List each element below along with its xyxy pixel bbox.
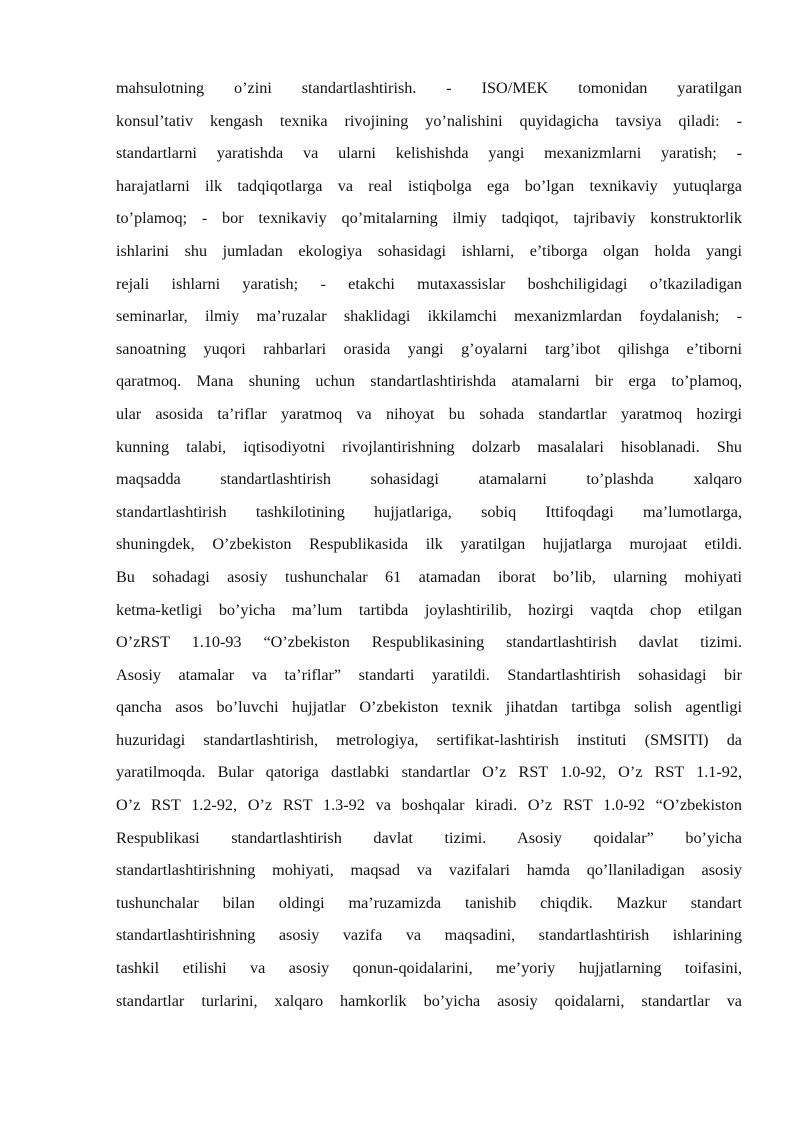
text-line: Asosiy atamalar va ta’riflar” standarti yaratildi. Standartlashtirish sohasidagi bir — [116, 665, 742, 684]
text-line: yaratilmoqda. Bular qatoriga dastlabki standartlar O’z RST 1.0-92, O’z RST 1.1-92, — [116, 763, 742, 782]
text-line: seminarlar, ilmiy ma’ruzalar shaklidagi ikkilamchi mexanizmlardan foydalanish; - — [116, 307, 742, 326]
text-line: O’z RST 1.2-92, O’z RST 1.3-92 va boshqalar kiradi. O’z RST 1.0-92 “O’zbekiston — [116, 796, 742, 815]
body-text — [116, 72, 742, 1017]
text-line: qaratmoq. Mana shuning uchun standartlashtirishda atamalarni bir erga to’plamoq, — [116, 372, 742, 391]
text-line: Bu sohadagi asosiy tushunchalar 61 atamadan iborat bo’lib, ularning mohiyati — [116, 567, 742, 586]
text-line: ular asosida ta’riflar yaratmoq va nihoyat bu sohada standartlar yaratmoq hozirgi — [116, 404, 742, 423]
text-line: standartlashtirish tashkilotining hujjatlariga, sobiq Ittifoqdagi ma’lumotlarga, — [116, 502, 742, 521]
text-line: standartlashtirishning asosiy vazifa va maqsadini, standartlashtirish ishlarining — [116, 926, 742, 945]
text-line: tashkil etilishi va asosiy qonun-qoidalarini, me’yoriy hujjatlarning toifasini, — [116, 959, 742, 978]
text-line: huzuridagi standartlashtirish, metrologiya, sertifikat-lashtirish instituti (SMSITI) da — [116, 730, 742, 749]
text-line: O’zRST 1.10-93 “O’zbekiston Respublikasining standartlashtirish davlat tizimi. — [116, 633, 742, 652]
text-line: sanoatning yuqori rahbarlari orasida yangi g’oyalarni targ’ibot qilishga e’tiborni — [116, 339, 742, 358]
text-line: ketma-ketligi bo’yicha ma’lum tartibda joylashtirilib, hozirgi vaqtda chop etilgan — [116, 600, 742, 619]
text-line: maqsadda standartlashtirish sohasidagi atamalarni to’plashda xalqaro — [116, 470, 742, 489]
text-line: standartlashtirishning mohiyati, maqsad va vazifalari hamda qo’llaniladigan asosiy — [116, 861, 742, 880]
text-line: kunning talabi, iqtisodiyotni rivojlantirishning dolzarb masalalari hisoblanadi. Shu — [116, 437, 742, 456]
text-line: mahsulotning o’zini standartlashtirish. - ISO/MEK tomonidan yaratilgan — [116, 79, 742, 97]
text-line: shuningdek, O’zbekiston Respublikasida ilk yaratilgan hujjatlarga murojaat etildi. — [116, 535, 742, 554]
text-line: konsul’tativ kengash texnika rivojining yo’nalishini quyidagicha tavsiya qiladi: - — [116, 111, 742, 130]
text-line: standartlarni yaratishda va ularni kelishishda yangi mexanizmlarni yaratish; - — [116, 144, 742, 163]
text-line: tushunchalar bilan oldingi ma’ruzamizda tanishib chiqdik. Mazkur standart — [116, 893, 742, 912]
text-line: harajatlarni ilk tadqiqotlarga va real istiqbolga ega bo’lgan texnikaviy yutuqlarga — [116, 176, 742, 195]
text-line: rejali ishlarni yaratish; - etakchi mutaxassislar boshchiligidagi o’tkaziladigan — [116, 274, 742, 293]
text-line: to’plamoq; - bor texnikaviy qo’mitalarning ilmiy tadqiqot, tajribaviy konstruktorlik — [116, 209, 742, 228]
text-line: Respublikasi standartlashtirish davlat tizimi. Asosiy qoidalar” bo’yicha — [116, 828, 742, 847]
text-line: qancha asos bo’luvchi hujjatlar O’zbekiston texnik jihatdan tartibga solish agentligi — [116, 698, 742, 717]
text-line: ishlarini shu jumladan ekologiya sohasidagi ishlarni, e’tiborga olgan holda yangi — [116, 241, 742, 260]
text-line: standartlar turlarini, xalqaro hamkorlik bo’yicha asosiy qoidalarni, standartlar va — [116, 991, 742, 1010]
